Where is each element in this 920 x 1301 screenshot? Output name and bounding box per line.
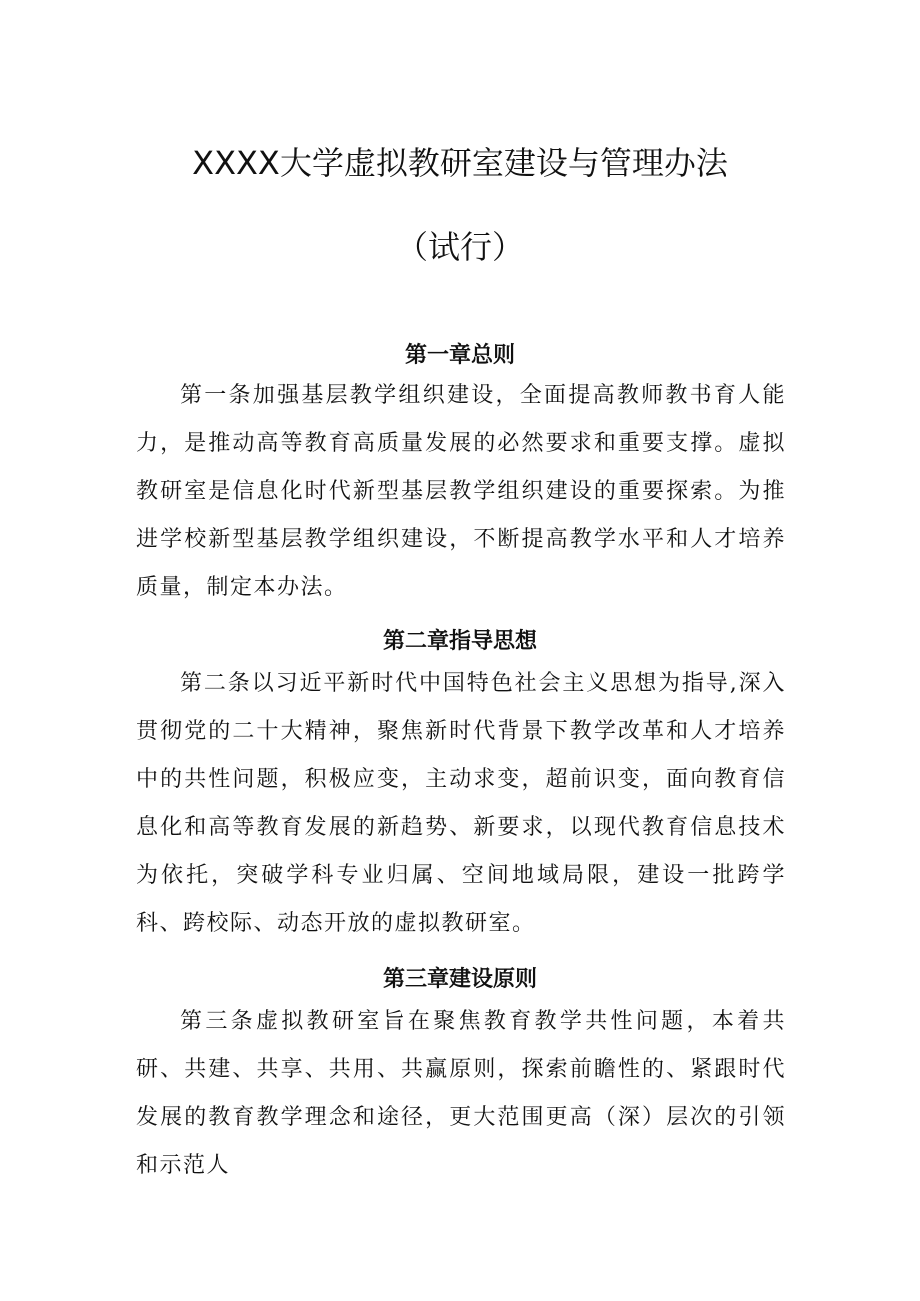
chapter-3-heading: 第三章建设原则 (382, 967, 537, 992)
chapter-2-paragraph: 第二条以习近平新时代中国特色社会主义思想为指导,深入贯彻党的二十大精神，聚焦新时代背景下教学改革和人才培养中的共性问题，积极应变，主动求变，超前识变，面向教育信息化和高等教育发展的新趋势、新要求，以现代教育信息技术为依托，突破学科专业归属、空间地域局限，建设一批跨学科、跨校际、动态开放的虚拟教研室。 (136, 671, 786, 936)
chapter-1-heading: 第一章总则 (404, 343, 515, 368)
chapter-1-paragraph: 第一条加强基层教学组织建设，全面提高教师教书育人能力，是推动高等教育高质量发展的必然要求和重要支撑。虚拟教研室是信息化时代新型基层教学组织建设的重要探索。为推进学校新型基层教学组织建设，不断提高教学水平和人才培养质量，制定本办法。 (136, 383, 786, 600)
document-title: XXXX大学虚拟教研室建设与管理办法 (192, 144, 728, 182)
chapter-2-heading: 第二章指导思想 (382, 629, 537, 654)
document-subtitle: （试行） (395, 228, 524, 266)
chapter-3-paragraph: 第三条虚拟教研室旨在聚焦教育教学共性问题，本着共研、共建、共享、共用、共赢原则，探索前瞻性的、紧跟时代发展的教育教学理念和途径，更大范围更高（深）层次的引领和示范人 (136, 1009, 786, 1178)
